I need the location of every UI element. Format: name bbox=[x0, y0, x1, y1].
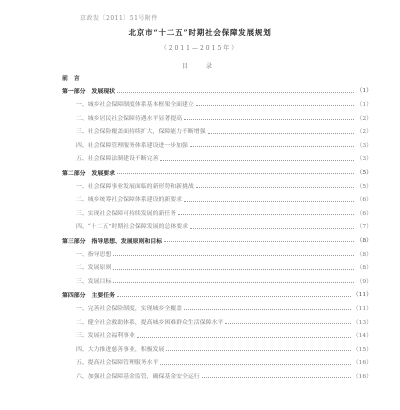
dot-leader bbox=[113, 255, 354, 256]
toc-page-number: （7） bbox=[356, 224, 372, 231]
toc-section-entry[interactable] bbox=[62, 167, 372, 181]
toc-subsection-entry[interactable] bbox=[62, 344, 372, 358]
dot-leader bbox=[196, 187, 355, 188]
toc-page-number: （15） bbox=[352, 346, 372, 353]
dot-leader bbox=[202, 377, 351, 378]
toc-subsection-entry[interactable] bbox=[62, 126, 372, 140]
toc-page-number: （13） bbox=[352, 319, 372, 326]
toc-subsection-entry[interactable] bbox=[62, 222, 372, 236]
document-code: 京政发〔2011〕51号附件 bbox=[80, 15, 158, 22]
toc-subsection-entry[interactable] bbox=[62, 208, 372, 222]
toc-page-number: （5） bbox=[356, 170, 372, 176]
toc-entry-label: 三、实现社会保障可持续发展的新任务 bbox=[76, 210, 177, 217]
toc-entry-label: 二、城乡居民社会保障待遇水平显著提高 bbox=[76, 115, 183, 122]
toc-page-number: （8） bbox=[356, 265, 372, 272]
dot-leader bbox=[160, 364, 350, 365]
toc-subsection-entry[interactable] bbox=[62, 249, 372, 263]
toc-entry-label: 一、城乡社会保障制度体系基本框架全面建立 bbox=[76, 102, 194, 109]
toc-entry-label: 二、城乡统筹社会保障体系建设的新要求 bbox=[76, 197, 183, 204]
toc-entry-label: 第三部分 指导思想、发展原则和目标 bbox=[62, 237, 163, 245]
dot-leader bbox=[184, 309, 351, 310]
toc-page-number: （2） bbox=[356, 115, 372, 122]
dot-leader bbox=[117, 296, 351, 297]
toc-page-number: （6） bbox=[356, 210, 372, 217]
toc-heading: 目 录 bbox=[181, 63, 218, 70]
dot-leader bbox=[113, 282, 354, 283]
toc-entry-label: 一、社会保障事业发展面临的新形势和新挑战 bbox=[76, 183, 194, 190]
toc-page-number: （16） bbox=[352, 360, 372, 367]
dot-leader bbox=[164, 241, 354, 242]
toc-subsection-entry[interactable] bbox=[62, 330, 372, 344]
dot-leader bbox=[117, 173, 354, 174]
dot-leader bbox=[160, 160, 354, 161]
dot-leader bbox=[208, 133, 355, 134]
toc-entry-label: 三、发展社会福利事业 bbox=[76, 333, 135, 340]
toc-entry-label: 第四部分 主要任务 bbox=[62, 292, 116, 300]
toc-entry-label: 一、完善社会保险制度，实现城乡全覆盖 bbox=[76, 305, 183, 312]
toc-entry-label: 五、社会保障法制建设不断完善 bbox=[76, 156, 159, 163]
dot-leader bbox=[190, 228, 354, 229]
toc-page-number: （1） bbox=[356, 88, 372, 95]
toc-entry-label: 二、健全社会救助体系，提高城乡困难群众生活保障水平 bbox=[76, 319, 224, 326]
dot-leader bbox=[184, 201, 354, 202]
dot-leader bbox=[137, 337, 351, 338]
toc-subsection-entry[interactable] bbox=[62, 140, 372, 154]
toc-page-number: （9） bbox=[356, 278, 372, 285]
toc-page-number: （8） bbox=[356, 251, 372, 258]
toc-entry-label: 四、大力推进慈善事业，积极发展 bbox=[76, 346, 165, 353]
toc-entry-label: 五、提高社会保障管理服务水平 bbox=[76, 360, 159, 367]
toc-entry-label: 四、“十二五”时期社会保障发展的总体要求 bbox=[76, 224, 189, 231]
dot-leader bbox=[166, 350, 350, 351]
dot-leader bbox=[184, 119, 354, 120]
toc-entry-label: 三、社会保险覆盖面持续扩大，保障能力不断增强 bbox=[76, 129, 206, 136]
toc-entry-label: 一、指导思想 bbox=[76, 251, 112, 258]
toc-page-number: （2） bbox=[356, 129, 372, 136]
toc-subsection-entry[interactable] bbox=[62, 181, 372, 195]
toc-subsection-entry[interactable] bbox=[62, 154, 372, 168]
toc-preface-entry[interactable] bbox=[62, 72, 372, 86]
toc-page-number: （16） bbox=[352, 373, 372, 380]
table-of-contents bbox=[62, 72, 372, 385]
document-title: 北京市“十二五”时期社会保障发展规划 bbox=[128, 28, 272, 37]
toc-page-number: （3） bbox=[356, 142, 372, 149]
toc-entry-label: 三、发展目标 bbox=[76, 278, 112, 285]
toc-section-entry[interactable] bbox=[62, 235, 372, 249]
toc-section-entry[interactable] bbox=[62, 290, 372, 304]
toc-subsection-entry[interactable] bbox=[62, 99, 372, 113]
dot-leader bbox=[190, 146, 355, 147]
toc-subsection-entry[interactable] bbox=[62, 357, 372, 371]
dot-leader bbox=[178, 214, 354, 215]
toc-entry-label: 六、加强社会保障基金监管，确保基金安全运行 bbox=[76, 373, 200, 380]
toc-page-number: （14） bbox=[352, 333, 372, 340]
toc-entry-label: 四、社会保障管理服务体系建设进一步加强 bbox=[76, 142, 188, 149]
toc-page-number: （11） bbox=[352, 292, 372, 299]
dot-leader bbox=[225, 323, 350, 324]
toc-page-number: （11） bbox=[352, 305, 372, 312]
toc-subsection-entry[interactable] bbox=[62, 371, 372, 385]
toc-subsection-entry[interactable] bbox=[62, 113, 372, 127]
toc-subsection-entry[interactable] bbox=[62, 303, 372, 317]
dot-leader bbox=[113, 269, 354, 270]
toc-section-entry[interactable] bbox=[62, 86, 372, 100]
toc-entry-label: 第二部分 发展要求 bbox=[62, 170, 116, 177]
toc-subsection-entry[interactable] bbox=[62, 194, 372, 208]
toc-entry-label: 前 言 bbox=[62, 74, 80, 82]
document-subtitle: （2011—2015年） bbox=[160, 45, 240, 52]
toc-page-number: （6） bbox=[356, 197, 372, 204]
toc-subsection-entry[interactable] bbox=[62, 276, 372, 290]
toc-entry-label: 第一部分 发展现状 bbox=[62, 88, 116, 96]
dot-leader bbox=[196, 105, 355, 106]
toc-entry-label: 二、发展原则 bbox=[76, 265, 112, 272]
toc-subsection-entry[interactable] bbox=[62, 317, 372, 331]
toc-page-number: （1） bbox=[356, 102, 372, 109]
dot-leader bbox=[117, 92, 354, 93]
toc-page-number: （3） bbox=[356, 156, 372, 163]
toc-page-number: （8） bbox=[356, 237, 372, 244]
toc-page-number: （5） bbox=[356, 183, 372, 190]
toc-subsection-entry[interactable] bbox=[62, 262, 372, 276]
